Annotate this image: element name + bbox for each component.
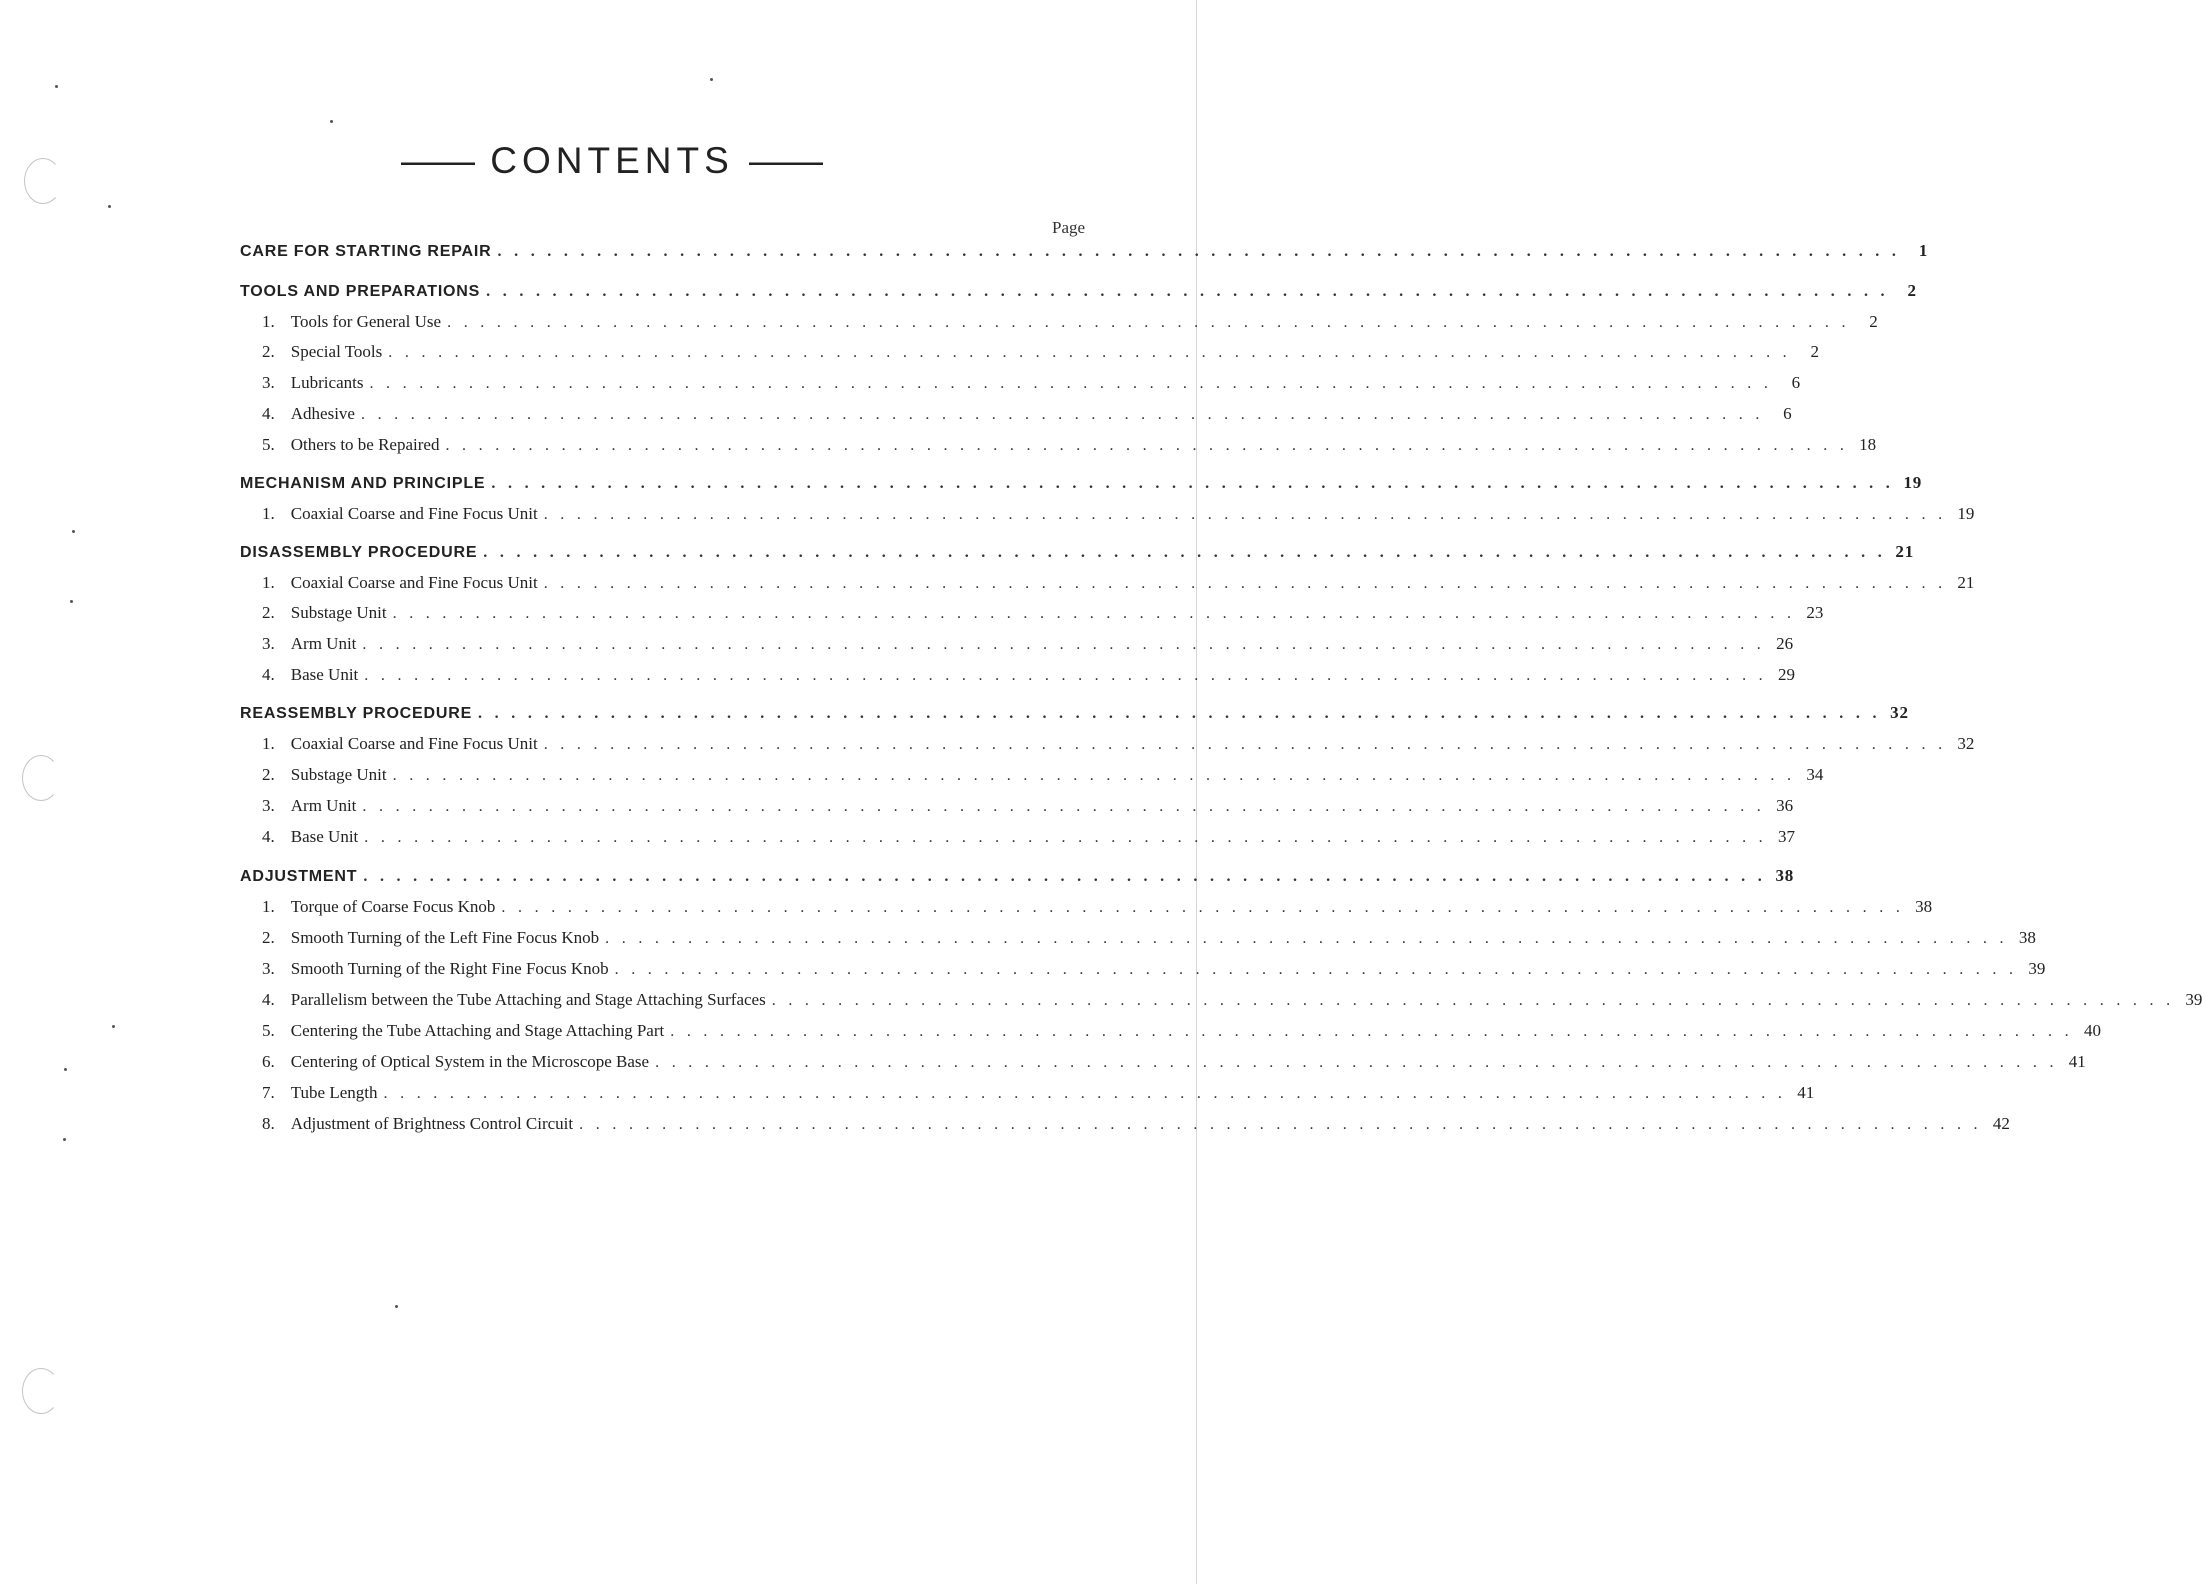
toc-item-title: Others to be Repaired (290, 435, 440, 454)
toc-leader-dots: . . . . . . . . . . . . . . . . . . . . . . . . . . . . . . . . . . . . . . . . . . . . . . . . . . . . . . . . . . . . . . . . . . . . . . . . . . . . . . . . . . . . . (655, 1054, 2058, 1071)
toc-page-number: 34 (1806, 765, 1824, 784)
toc-leader-dots: . . . . . . . . . . . . . . . . . . . . . . . . . . . . . . . . . . . . . . . . . . . . . . . . . . . . . . . . . . . . . . . . . . . . . . . . . . . . . . . . . . . . . (445, 437, 1849, 454)
toc-leader-dots: . . . . . . . . . . . . . . . . . . . . . . . . . . . . . . . . . . . . . . . . . . . . . . . . . . . . . . . . . . . . . . . . . . . . . . . . . . . . . . . . . . . . . (392, 605, 1796, 622)
scan-speck (395, 1305, 398, 1308)
toc-item-row (262, 573, 1975, 595)
scan-edge-line (1196, 0, 1197, 1584)
toc-item-title: Base Unit (290, 665, 359, 684)
scan-speck (72, 530, 75, 533)
toc-page-number: 19 (1903, 473, 1923, 492)
toc-item-number: 3. (262, 634, 275, 653)
toc-leader-dots: . . . . . . . . . . . . . . . . . . . . . . . . . . . . . . . . . . . . . . . . . . . . . . . . . . . . . . . . . . . . . . . . . . . . . . . . . . . . . . . . . . . . . (392, 767, 1796, 784)
toc-section-title: DISASSEMBLY PROCEDURE (240, 544, 478, 561)
scan-speck (108, 205, 111, 208)
toc-item-number: 1. (262, 504, 275, 523)
toc-leader-dots: . . . . . . . . . . . . . . . . . . . . . . . . . . . . . . . . . . . . . . . . . . . . . . . . . . . . . . . . . . . . . . . . . . . . . . . . . . . . . . . . . . . . . (497, 243, 1901, 260)
toc-leader-dots: . . . . . . . . . . . . . . . . . . . . . . . . . . . . . . . . . . . . . . . . . . . . . . . . . . . . . . . . . . . . . . . . . . . . . . . . . . . . . . . . . . . . . (543, 575, 1947, 592)
toc-page-number: 38 (1915, 897, 1933, 916)
toc-section-title: MECHANISM AND PRINCIPLE (240, 475, 486, 492)
toc-item-row (262, 404, 1792, 426)
toc-item-number: 4. (262, 404, 275, 423)
toc-leader-dots: . . . . . . . . . . . . . . . . . . . . . . . . . . . . . . . . . . . . . . . . . . . . . . . . . . . . . . . . . . . . . . . . . . . . . . . . . . . . . . . . . . . . . (614, 961, 2018, 978)
toc-leader-dots: . . . . . . . . . . . . . . . . . . . . . . . . . . . . . . . . . . . . . . . . . . . . . . . . . . . . . . . . . . . . . . . . . . . . . . . . . . . . . . . . . . . . . (478, 705, 1881, 722)
toc-leader-dots: . . . . . . . . . . . . . . . . . . . . . . . . . . . . . . . . . . . . . . . . . . . . . . . . . . . . . . . . . . . . . . . . . . . . . . . . . . . . . . . . . . . . . (447, 314, 1850, 331)
toc-item-title: Base Unit (290, 827, 359, 846)
toc-page-number: 26 (1776, 634, 1794, 653)
toc-leader-dots: . . . . . . . . . . . . . . . . . . . . . . . . . . . . . . . . . . . . . . . . . . . . . . . . . . . . . . . . . . . . . . . . . . . . . . . . . . . . . . . . . . . . . (363, 868, 1767, 885)
toc-section-title: REASSEMBLY PROCEDURE (240, 705, 473, 722)
toc-item-number: 1. (262, 312, 275, 331)
toc-item-title: Torque of Coarse Focus Knob (290, 897, 496, 916)
toc-item-number: 3. (262, 796, 275, 815)
toc-leader-dots: . . . . . . . . . . . . . . . . . . . . . . . . . . . . . . . . . . . . . . . . . . . . . . . . . . . . . . . . . . . . . . . . . . . . . . . . . . . . . . . . . . . . . (364, 829, 1767, 846)
toc-page-number: 32 (1890, 703, 1909, 722)
toc-page-number: 23 (1806, 603, 1824, 622)
toc-page-number: 41 (1797, 1083, 1815, 1102)
toc-item-number: 2. (262, 603, 275, 622)
title-dash-right: — (786, 140, 824, 181)
page-column-label: Page (1052, 218, 1086, 237)
toc-page-number: 39 (2028, 959, 2046, 978)
toc-page-number: 19 (1957, 504, 1975, 523)
toc-item-number: 7. (262, 1083, 275, 1102)
toc-item-row (262, 603, 1824, 625)
toc-page-number: 41 (2068, 1052, 2086, 1071)
toc-item-row (262, 734, 1975, 756)
toc-page-number: 38 (1775, 866, 1795, 885)
scan-speck (70, 600, 73, 603)
toc-page-number: 39 (2185, 990, 2202, 1009)
toc-item-row (262, 1114, 2010, 1136)
punch-hole-mark (22, 755, 60, 801)
toc-section-title: TOOLS AND PREPARATIONS (240, 283, 481, 300)
toc-item-title: Parallelism between the Tube Attaching and Stage Attaching Surfaces (290, 990, 766, 1009)
toc-item-title: Lubricants (290, 373, 364, 392)
toc-page-number: 37 (1777, 827, 1795, 846)
toc-item-number: 3. (262, 959, 275, 978)
toc-leader-dots: . . . . . . . . . . . . . . . . . . . . . . . . . . . . . . . . . . . . . . . . . . . . . . . . . . . . . . . . . . . . . . . . . . . . . . . . . . . . . . . . . . . . . (388, 344, 1791, 361)
scan-speck (330, 120, 333, 123)
toc-item-row (262, 1083, 1815, 1105)
toc-item-number: 1. (262, 734, 275, 753)
toc-item-row (262, 634, 1794, 656)
punch-hole-mark (22, 1368, 60, 1414)
toc-page-number: 18 (1859, 435, 1877, 454)
toc-item-number: 4. (262, 990, 275, 1009)
scan-speck (64, 1068, 67, 1071)
toc-item-number: 8. (262, 1114, 275, 1133)
toc-section-row (240, 542, 1914, 564)
toc-item-number: 6. (262, 1052, 275, 1071)
toc-item-title: Arm Unit (290, 634, 357, 653)
toc-item-row (262, 827, 1795, 849)
toc-item-title: Coaxial Coarse and Fine Focus Unit (290, 573, 538, 592)
toc-item-title: Tube Length (290, 1083, 378, 1102)
toc-leader-dots: . . . . . . . . . . . . . . . . . . . . . . . . . . . . . . . . . . . . . . . . . . . . . . . . . . . . . . . . . . . . . . . . . . . . . . . . . . . . . . . . . . . . . (543, 506, 1947, 523)
toc-leader-dots: . . . . . . . . . . . . . . . . . . . . . . . . . . . . . . . . . . . . . . . . . . . . . . . . . . . . . . . . . . . . . . . . . . . . . . . . . . . . . . . . . . . . . (670, 1023, 2073, 1040)
toc-item-row (262, 312, 1878, 334)
toc-leader-dots: . . . . . . . . . . . . . . . . . . . . . . . . . . . . . . . . . . . . . . . . . . . . . . . . . . . . . . . . . . . . . . . . . . . . . . . . . . . . . . . . . . . . . (605, 930, 2008, 947)
toc-page-number: 6 (1791, 373, 1801, 392)
toc-item-number: 4. (262, 665, 275, 684)
toc-item-title: Adjustment of Brightness Control Circuit (290, 1114, 574, 1133)
page-title (0, 140, 1224, 182)
toc-page-number: 6 (1783, 404, 1792, 423)
scan-speck (55, 85, 58, 88)
toc-item-row (262, 928, 2036, 950)
toc-page-number: 2 (1869, 312, 1878, 331)
toc-leader-dots: . . . . . . . . . . . . . . . . . . . . . . . . . . . . . . . . . . . . . . . . . . . . . . . . . . . . . . . . . . . . . . . . . . . . . . . . . . . . . . . . . . . . . (383, 1085, 1787, 1102)
toc-leader-dots: . . . . . . . . . . . . . . . . . . . . . . . . . . . . . . . . . . . . . . . . . . . . . . . . . . . . . . . . . . . . . . . . . . . . . . . . . . . . . . . . . . . . . (364, 667, 1767, 684)
toc-leader-dots: . . . . . . . . . . . . . . . . . . . . . . . . . . . . . . . . . . . . . . . . . . . . . . . . . . . . . . . . . . . . . . . . . . . . . . . . . . . . . . . . . . . . . (501, 899, 1905, 916)
toc-item-title: Substage Unit (290, 603, 387, 622)
toc-item-title: Substage Unit (290, 765, 387, 784)
toc-item-row (262, 765, 1824, 787)
toc-page-number: 40 (2083, 1021, 2101, 1040)
toc-leader-dots: . . . . . . . . . . . . . . . . . . . . . . . . . . . . . . . . . . . . . . . . . . . . . . . . . . . . . . . . . . . . . . . . . . . . . . . . . . . . . . . . . . . . . (771, 992, 2175, 1009)
toc-item-row (262, 342, 1819, 364)
toc-item-row (262, 796, 1794, 818)
toc-leader-dots: . . . . . . . . . . . . . . . . . . . . . . . . . . . . . . . . . . . . . . . . . . . . . . . . . . . . . . . . . . . . . . . . . . . . . . . . . . . . . . . . . . . . . (483, 544, 1886, 561)
title-dash-left: — (400, 140, 438, 181)
toc-item-title: Centering of Optical System in the Microscope Base (290, 1052, 650, 1071)
toc-section-row (240, 703, 1909, 725)
toc-leader-dots: . . . . . . . . . . . . . . . . . . . . . . . . . . . . . . . . . . . . . . . . . . . . . . . . . . . . . . . . . . . . . . . . . . . . . . . . . . . . . . . . . . . . . (362, 798, 1766, 815)
toc-item-title: Tools for General Use (290, 312, 442, 331)
toc-item-row (262, 1021, 2101, 1043)
toc-leader-dots: . . . . . . . . . . . . . . . . . . . . . . . . . . . . . . . . . . . . . . . . . . . . . . . . . . . . . . . . . . . . . . . . . . . . . . . . . . . . . . . . . . . . . (362, 636, 1766, 653)
toc-item-number: 5. (262, 1021, 275, 1040)
toc-section-row (240, 866, 1795, 888)
toc-item-row (262, 373, 1801, 395)
toc-item-row (262, 959, 2046, 981)
title-dash-right: — (749, 140, 787, 181)
scan-speck (112, 1025, 115, 1028)
toc-page-number: 42 (1992, 1114, 2010, 1133)
toc-leader-dots: . . . . . . . . . . . . . . . . . . . . . . . . . . . . . . . . . . . . . . . . . . . . . . . . . . . . . . . . . . . . . . . . . . . . . . . . . . . . . . . . . . . . . (369, 375, 1773, 392)
toc-leader-dots: . . . . . . . . . . . . . . . . . . . . . . . . . . . . . . . . . . . . . . . . . . . . . . . . . . . . . . . . . . . . . . . . . . . . . . . . . . . . . . . . . . . . . (543, 736, 1947, 753)
toc-section-title: CARE FOR STARTING REPAIR (240, 243, 492, 260)
toc-item-title: Coaxial Coarse and Fine Focus Unit (290, 734, 538, 753)
toc-item-row (262, 897, 1933, 919)
toc-page-number: 29 (1777, 665, 1795, 684)
toc-page-number: 1 (1918, 241, 1929, 260)
toc-item-number: 1. (262, 897, 275, 916)
toc-item-number: 4. (262, 827, 275, 846)
scan-speck (710, 78, 713, 81)
toc-item-number: 2. (262, 928, 275, 947)
toc-item-row (262, 504, 1975, 526)
toc-page-number: 21 (1895, 542, 1914, 561)
toc-item-title: Adhesive (290, 404, 355, 423)
toc-item-row (262, 990, 2202, 1012)
toc-item-title: Arm Unit (290, 796, 357, 815)
toc-page-number: 36 (1776, 796, 1794, 815)
toc-item-number: 5. (262, 435, 275, 454)
toc-item-number: 3. (262, 373, 275, 392)
toc-page-number: 2 (1810, 342, 1819, 361)
toc-item-title: Smooth Turning of the Left Fine Focus Knob (290, 928, 600, 947)
toc-item-number: 1. (262, 573, 275, 592)
toc-section-title: ADJUSTMENT (240, 868, 358, 885)
toc-item-row (262, 1052, 2086, 1074)
toc-item-number: 2. (262, 342, 275, 361)
toc-section-row (240, 241, 1929, 263)
toc-item-title: Coaxial Coarse and Fine Focus Unit (290, 504, 538, 523)
toc-item-number: 2. (262, 765, 275, 784)
toc-item-title: Smooth Turning of the Right Fine Focus Knob (290, 959, 609, 978)
title-text: CONTENTS (490, 140, 734, 181)
toc-item-title: Centering the Tube Attaching and Stage Attaching Part (290, 1021, 665, 1040)
toc-leader-dots: . . . . . . . . . . . . . . . . . . . . . . . . . . . . . . . . . . . . . . . . . . . . . . . . . . . . . . . . . . . . . . . . . . . . . . . . . . . . . . . . . . . . . (486, 283, 1889, 300)
toc-page-number: 2 (1907, 281, 1917, 300)
toc-item-row (262, 665, 1795, 687)
toc-page-number: 32 (1957, 734, 1975, 753)
toc-page-number: 38 (2018, 928, 2036, 947)
toc-leader-dots: . . . . . . . . . . . . . . . . . . . . . . . . . . . . . . . . . . . . . . . . . . . . . . . . . . . . . . . . . . . . . . . . . . . . . . . . . . . . . . . . . . . . . (491, 475, 1895, 492)
toc-section-row (240, 473, 1923, 495)
toc-leader-dots: . . . . . . . . . . . . . . . . . . . . . . . . . . . . . . . . . . . . . . . . . . . . . . . . . . . . . . . . . . . . . . . . . . . . . . . . . . . . . . . . . . . . . (360, 406, 1764, 423)
toc-item-title: Special Tools (290, 342, 383, 361)
toc-section-row (240, 281, 1917, 303)
title-dash-left: — (437, 140, 475, 181)
toc-page-number: 21 (1957, 573, 1975, 592)
toc-leader-dots: . . . . . . . . . . . . . . . . . . . . . . . . . . . . . . . . . . . . . . . . . . . . . . . . . . . . . . . . . . . . . . . . . . . . . . . . . . . . . . . . . . . . . (579, 1116, 1982, 1133)
scan-speck (63, 1138, 66, 1141)
toc-item-row (262, 435, 1877, 457)
